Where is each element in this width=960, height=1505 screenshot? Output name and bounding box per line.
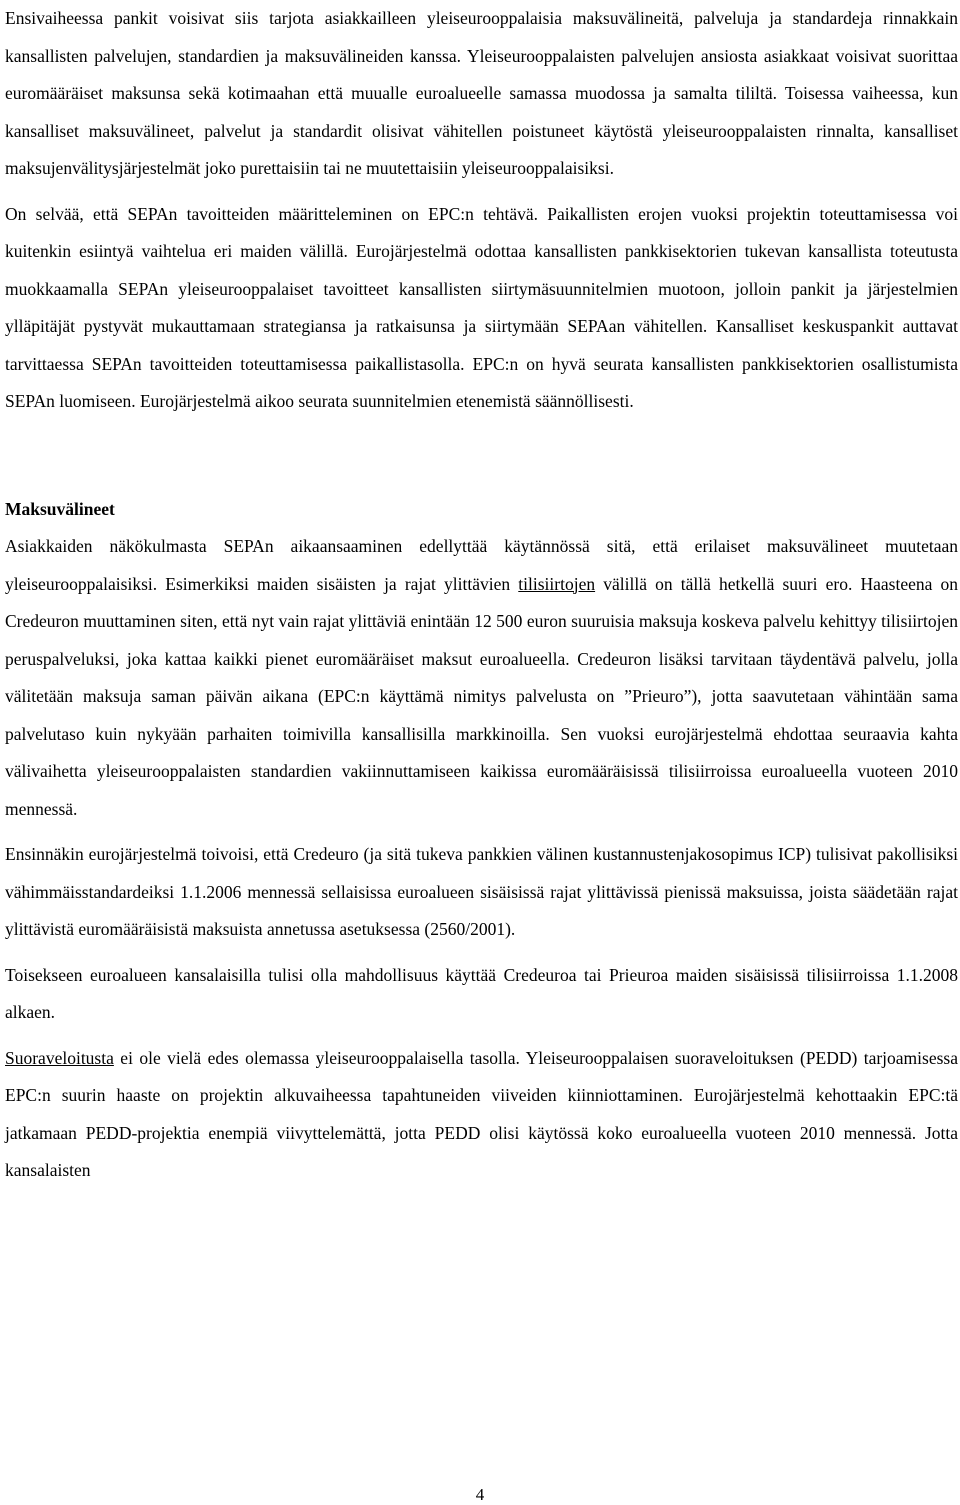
paragraph-text: ei ole vielä edes olemassa yleiseurooppalaisella tasolla. Yleiseurooppalaisen suoraveloituksen (PEDD) tarjoamisessa EPC:n suurin haaste on projektin alkuvaiheessa tapahtuneiden viiveiden kiinniottaminen. Eurojärjestelmä kehottaakin EPC:tä jatkamaan PEDD-projektia enempiä viivyttelemättä, jotta PEDD olisi käytössä koko euroalueella vuoteen 2010 mennessä. Jotta kansalaisten (5, 1047, 958, 1180)
paragraph-sepa-goals: On selvää, että SEPAn tavoitteiden määritteleminen on EPC:n tehtävä. Paikallisten erojen vuoksi projektin toteuttamisessa voi kuitenkin esiintyä vaihtelua eri maiden välillä. Eurojärjestelmä odottaa kansallisten pankkisektorien tukevan kansallista toteutusta muokkaamalla SEPAn yleiseurooppalaiset tavoitteet kansallisten siirtymäsuunnitelmien muotoon, jolloin pankit ja järjestelmien ylläpitäjät pystyvät mukauttamaan strategiansa ja ratkaisunsa ja siirtymään SEPAan vähitellen. Kansalliset keskuspankit auttavat tarvittaessa SEPAn tavoitteiden toteuttamisessa paikallistasolla. EPC:n on hyvä seurata kansallisten pankkisektorien osallistumista SEPAn luomiseen. Eurojärjestelmä aikoo seurata suunnitelmien etenemistä säännöllisesti. (5, 203, 958, 411)
paragraph-secondly: Toisekseen euroalueen kansalaisilla tulisi olla mahdollisuus käyttää Credeuroa tai Prieuroa maiden sisäisissä tilisiirroissa 1.1.2008 alkaen. (5, 964, 958, 1022)
document-page (5, 0, 958, 1190)
paragraph-direct-debit (5, 1040, 958, 1190)
paragraph-text: välillä on tällä hetkellä suuri ero. Haasteena on Credeuron muuttaminen siten, että nyt vain rajat ylittäviä enintään 12 500 euron suuruisia maksuja koskeva palvelu kehittyy tilisiirtojen peruspalveluksi, joka kattaa kaikki pienet euromääräiset maksut euroalueella. Credeuron lisäksi tarvitaan täydentävä palvelu, jolla välitetään maksuja saman päivän aikana (EPC:n käyttämä nimitys palvelusta on ”Prieuro”), jotta saavutetaan vähintään sama palvelutaso kuin nykyään parhaiten toimivilla kansallisilla markkinoilla. Sen vuoksi eurojärjestelmä ehdottaa seuraavia kahta välivaihetta yleiseurooppalaisten standardien vakiinnuttamiseen kaikissa euromääräisissä tilisiirroissa euroalueella vuoteen 2010 mennessä. (5, 573, 959, 819)
section-heading-maksuvalineet: Maksuvälineet (5, 498, 115, 519)
page-number: 4 (475, 1485, 485, 1504)
underlined-term-tilisiirtojen: tilisiirtojen (518, 573, 596, 594)
paragraph-customer-view (5, 528, 958, 828)
paragraph-phase-one: Ensivaiheessa pankit voisivat siis tarjota asiakkailleen yleiseurooppalaisia maksuvälineitä, palveluja ja standardeja rinnakkain kansallisten palvelujen, standardien ja maksuvälineiden kanssa. Yleiseurooppalaisten palvelujen ansiosta asiakkaat voisivat suorittaa euromääräiset maksunsa sekä kotimaahan että muualle euroalueelle samassa muodossa ja samalta tililtä. Toisessa vaiheessa, kun kansalliset maksuvälineet, palvelut ja standardit olisivat vähitellen poistuneet käytöstä yleiseurooppalaisten rinnalta, kansalliset maksujenvälitysjärjestelmät joko purettaisiin tai ne muutettaisiin yleiseurooppalaisiksi. (5, 8, 958, 178)
paragraph-firstly: Ensinnäkin eurojärjestelmä toivoisi, että Credeuro (ja sitä tukeva pankkien välinen kustannustenjakosopimus ICP) tulisivat pakollisiksi vähimmäisstandardeiksi 1.1.2006 mennessä sellaisissa euroalueen sisäisissä rajat ylittävissä pienissä maksuissa, joista säädetään rajat ylittävistä euromääräisistä maksuista annetussa asetuksessa (2560/2001). (5, 844, 958, 939)
paragraph-text: Asiakkaiden näkökulmasta SEPAn aikaansaaminen edellyttää käytännössä sitä, että erilaiset maksuvälineet muutetaan yleiseurooppalaisiksi. Esimerkiksi maiden sisäisten ja rajat ylittävien (5, 536, 958, 594)
underlined-term-suoraveloitusta: Suoraveloitusta (5, 1047, 114, 1068)
